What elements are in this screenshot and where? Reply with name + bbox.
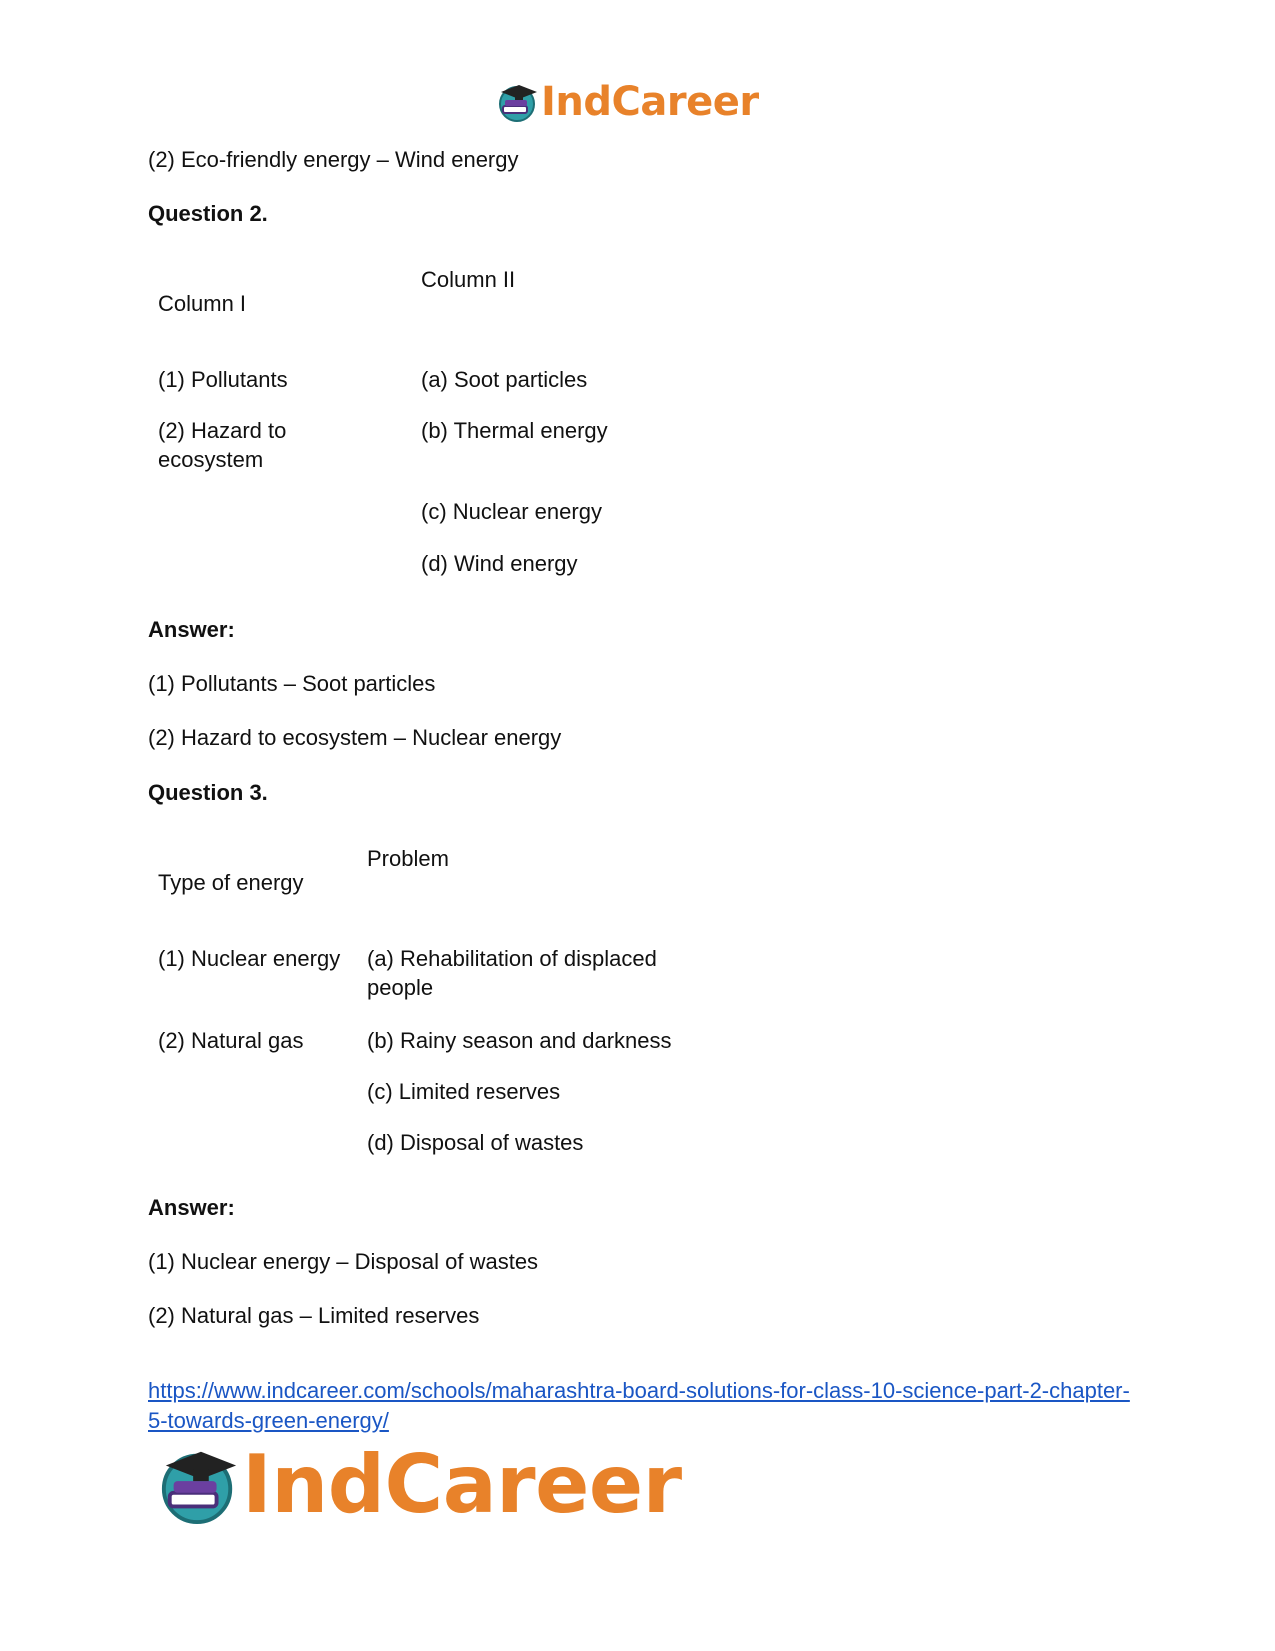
graduation-cap-book-globe-icon <box>497 82 539 122</box>
question-3-heading: Question 3. <box>148 780 268 805</box>
graduation-cap-book-globe-icon <box>158 1445 240 1525</box>
table-cell: (c) Nuclear energy <box>421 499 602 524</box>
column-header: Type of energy <box>158 870 304 895</box>
table-cell: (b) Rainy season and darkness <box>367 1028 672 1053</box>
table-cell: (d) Disposal of wastes <box>367 1130 584 1155</box>
table-cell: (a) Rehabilitation of displaced people <box>367 946 657 1000</box>
table-cell: (a) Soot particles <box>421 367 588 392</box>
table-cell: (1) Pollutants <box>158 367 288 392</box>
table-cell: (1) Nuclear energy <box>158 946 341 971</box>
intro-line: (2) Eco-friendly energy – Wind energy <box>148 147 519 172</box>
question-2-heading: Question 2. <box>148 201 268 226</box>
column-header: Column I <box>158 291 247 316</box>
footer-logo <box>158 1438 682 1531</box>
answer-line: (1) Nuclear energy – Disposal of wastes <box>148 1249 539 1274</box>
answer-line: (2) Hazard to ecosystem – Nuclear energy <box>148 725 562 750</box>
answer-line: (2) Natural gas – Limited reserves <box>148 1303 480 1328</box>
column-header: Problem <box>367 846 449 871</box>
table-cell: (c) Limited reserves <box>367 1079 561 1104</box>
column-header: Column II <box>421 267 516 292</box>
header-logo <box>497 80 759 124</box>
answer-line: (1) Pollutants – Soot particles <box>148 671 436 696</box>
table-cell: (2) Natural gas <box>158 1028 304 1053</box>
table-cell: (b) Thermal energy <box>421 418 608 443</box>
logo-text: IndCareer <box>541 79 759 125</box>
answer-heading: Answer: <box>148 1195 235 1220</box>
logo-text: IndCareer <box>242 1438 682 1531</box>
table-cell: (2) Hazard to ecosystem <box>158 418 287 472</box>
answer-heading: Answer: <box>148 617 235 642</box>
table-cell: (d) Wind energy <box>421 551 578 576</box>
footer-link[interactable]: https://www.indcareer.com/schools/maharashtra-board-solutions-for-class-10-science-part-2-chapter-5-towards-green-energy/ <box>148 1378 1130 1433</box>
